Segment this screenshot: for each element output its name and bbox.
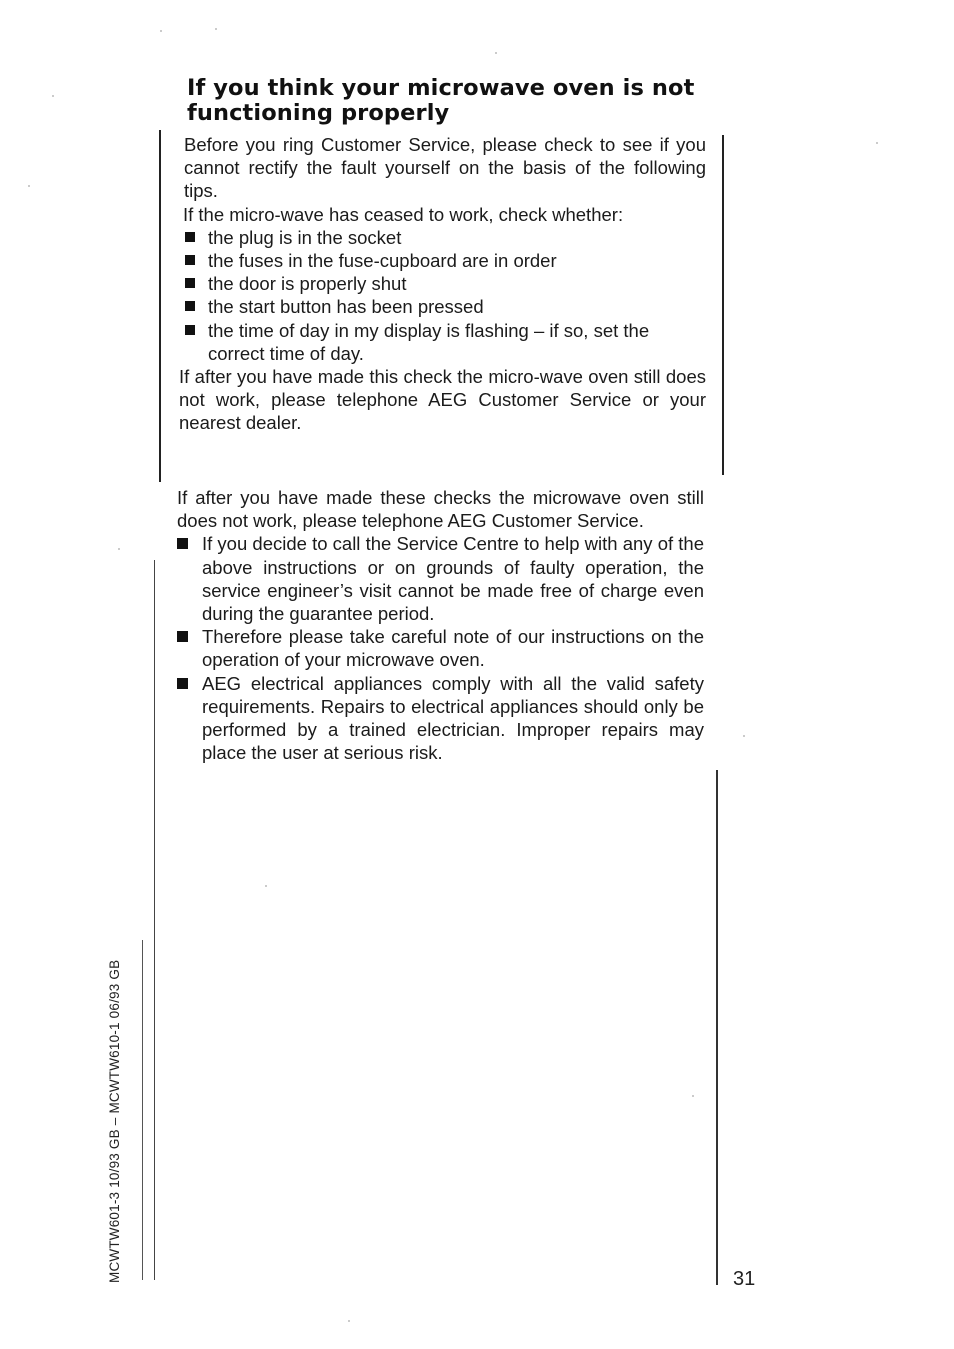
scan-speck — [215, 28, 217, 30]
section-troubleshooting-checks — [179, 133, 706, 435]
scan-speck — [265, 885, 267, 887]
list-item — [177, 672, 704, 765]
list-item — [184, 295, 706, 318]
scan-speck — [876, 142, 878, 144]
list-item-text: Therefore please take careful note of our instructions on the operation of your microwave oven. — [202, 626, 704, 671]
square-bullet-icon — [177, 538, 188, 549]
list-item — [184, 319, 706, 365]
scan-speck — [28, 185, 30, 187]
list-item — [184, 249, 706, 272]
square-bullet-icon — [185, 255, 195, 265]
list-item-text: the fuses in the fuse-cupboard are in order — [208, 250, 557, 272]
scan-speck — [495, 52, 497, 54]
square-bullet-icon — [185, 278, 195, 288]
after-check-paragraph: If after you have made this check the micro-wave oven still does not work, please telephone AEG Customer Service or your nearest dealer. — [179, 366, 706, 434]
right-margin-rule — [722, 135, 724, 475]
page-number: 31 — [733, 1268, 756, 1290]
list-item-text: If you decide to call the Service Centre to help with any of the above instructions or on grounds of faulty operation, the service engineer’s visit cannot be made free of charge even during the guarantee period. — [202, 533, 704, 625]
scan-speck — [160, 30, 162, 32]
scan-speck — [118, 548, 120, 550]
right-margin-rule-lower — [716, 770, 718, 1285]
list-item-text: the door is properly shut — [208, 273, 407, 295]
list-item-text: AEG electrical appliances comply with all the valid safety requirements. Repairs to electrical appliances should only be performed by a trained electrician. Improper repairs may place the user at serious risk. — [202, 672, 704, 764]
list-item-text: the start button has been pressed — [208, 296, 484, 318]
footer-side-rule — [142, 940, 143, 1280]
page-heading: If you think your microwave oven is not functioning properly — [187, 75, 695, 126]
list-item — [177, 625, 704, 671]
service-intro-paragraph: If after you have made these checks the microwave oven still does not work, please telephone AEG Customer Service. — [177, 487, 704, 532]
section-customer-service — [177, 486, 704, 764]
notes-list — [177, 532, 704, 764]
square-bullet-icon — [177, 678, 188, 689]
list-item-text: the plug is in the socket — [208, 226, 402, 248]
scan-speck — [348, 1320, 350, 1322]
square-bullet-icon — [177, 631, 188, 642]
document-code: MCWTW601-3 10/93 GB – MCWTW610-1 06/93 GB — [107, 959, 122, 1283]
list-item — [184, 272, 706, 295]
scan-speck — [52, 95, 54, 97]
left-margin-rule-lower — [154, 560, 155, 1280]
list-item-text: the time of day in my display is flashing – if so, set the correct time of day. — [208, 319, 650, 364]
check-intro-paragraph: If the micro-wave has ceased to work, check whether: — [183, 203, 624, 225]
left-margin-rule — [159, 130, 161, 482]
scan-speck — [743, 735, 745, 737]
intro-paragraph: Before you ring Customer Service, please check to see if you cannot rectify the fault yourself on the basis of the following tips. — [184, 134, 706, 202]
square-bullet-icon — [185, 232, 195, 242]
square-bullet-icon — [185, 325, 195, 335]
checks-list — [184, 226, 706, 365]
square-bullet-icon — [185, 301, 195, 311]
list-item — [177, 532, 704, 625]
list-item — [184, 226, 706, 249]
scan-speck — [692, 1095, 694, 1097]
